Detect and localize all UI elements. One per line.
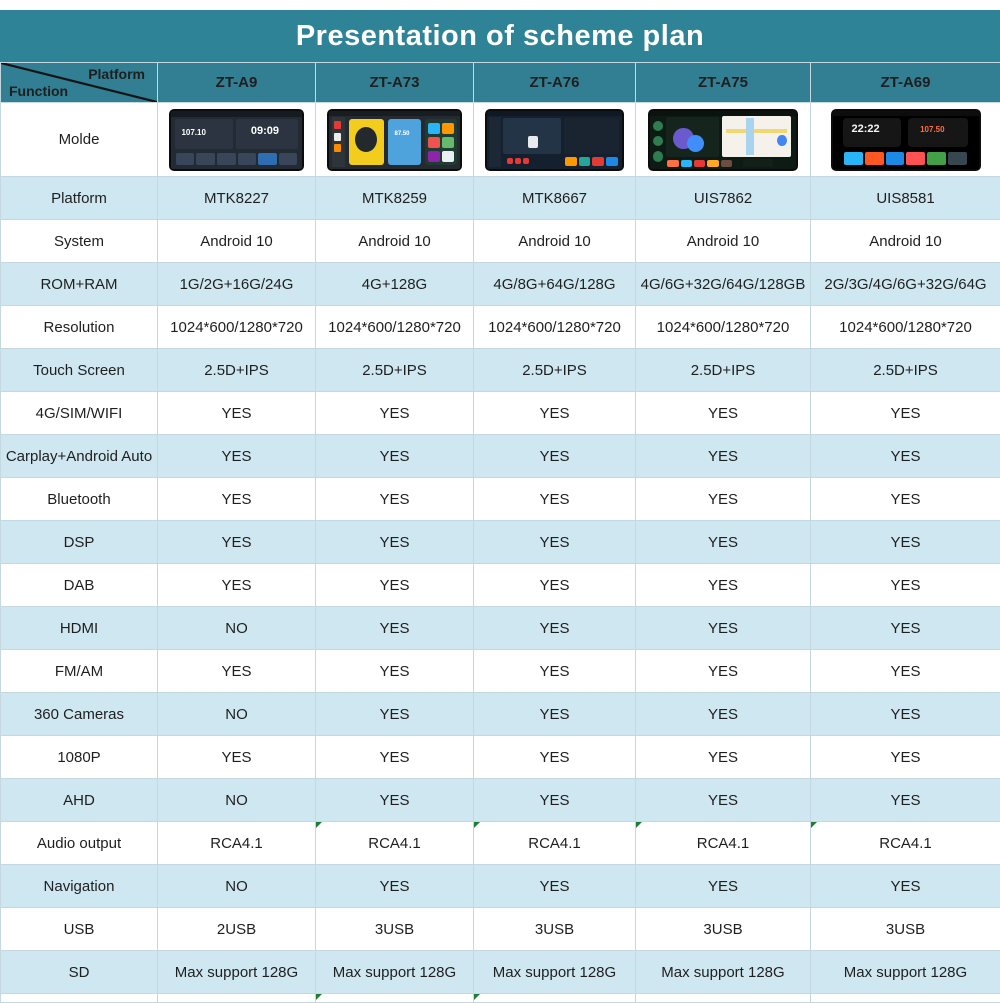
partial-row <box>1 994 1000 1003</box>
molde-cell-zt-a76 <box>474 103 636 177</box>
app-icon <box>515 158 521 164</box>
row-label-ahd: AHD <box>1 779 158 822</box>
spec-cell-fm-am-zt-a75: YES <box>636 650 811 693</box>
spec-cell-dab-zt-a76: YES <box>474 564 636 607</box>
partial-cell-zt-a76 <box>474 994 636 1003</box>
app-icon <box>279 153 298 165</box>
spec-cell-carplay-android-auto-zt-a73: YES <box>316 435 474 478</box>
spec-row-touch-screen <box>1 349 1000 392</box>
spec-cell-audio-output-zt-a75: RCA4.1 <box>636 822 811 865</box>
app-icon <box>707 160 718 167</box>
spec-cell-carplay-android-auto-zt-a69: YES <box>811 435 1000 478</box>
spec-cell-fm-am-zt-a73: YES <box>316 650 474 693</box>
spec-cell-usb-zt-a73: 3USB <box>316 908 474 951</box>
screen-panel <box>650 111 796 116</box>
spec-cell-rom-ram-zt-a73: 4G+128G <box>316 263 474 306</box>
app-icon <box>906 152 925 165</box>
spec-row-audio-output <box>1 822 1000 865</box>
row-label-rom-ram: ROM+RAM <box>1 263 158 306</box>
spec-cell-dsp-zt-a76: YES <box>474 521 636 564</box>
spec-row-usb <box>1 908 1000 951</box>
product-header-zt-a69: ZT-A69 <box>811 63 1000 103</box>
spec-cell-sd-zt-a75: Max support 128G <box>636 951 811 994</box>
app-icon <box>238 153 257 165</box>
app-icon <box>442 137 454 147</box>
spec-cell-hdmi-zt-a69: YES <box>811 607 1000 650</box>
spec-cell-dab-zt-a69: YES <box>811 564 1000 607</box>
product-header-zt-a75: ZT-A75 <box>636 63 811 103</box>
device-screen <box>650 111 796 169</box>
molde-cell-zt-a9 <box>158 103 316 177</box>
spec-cell-360-cameras-zt-a76: YES <box>474 693 636 736</box>
spec-cell-dsp-zt-a9: YES <box>158 521 316 564</box>
corner-label-platform: Platform <box>88 66 145 82</box>
corner-header-cell <box>1 63 158 103</box>
product-screenshot-zt-a69 <box>831 109 981 171</box>
spec-cell-usb-zt-a76: 3USB <box>474 908 636 951</box>
screen-panel <box>334 133 342 141</box>
spec-cell-touch-screen-zt-a75: 2.5D+IPS <box>636 349 811 392</box>
screen-text: 107.50 <box>920 126 944 134</box>
spec-cell-bluetooth-zt-a9: YES <box>158 478 316 521</box>
app-icon <box>606 157 618 166</box>
comment-marker-icon <box>316 822 322 828</box>
comparison-table <box>0 62 1000 1003</box>
title-banner <box>0 10 1000 62</box>
table-header-row <box>1 63 1000 103</box>
top-margin-strip <box>0 0 1000 10</box>
spec-cell-system-zt-a75: Android 10 <box>636 220 811 263</box>
spec-cell-ahd-zt-a75: YES <box>636 779 811 822</box>
spec-cell-resolution-zt-a73: 1024*600/1280*720 <box>316 306 474 349</box>
spec-cell-hdmi-zt-a73: YES <box>316 607 474 650</box>
spec-row-ahd <box>1 779 1000 822</box>
screen-icon-row <box>506 158 530 164</box>
product-screenshot-zt-a73 <box>327 109 462 171</box>
screen-icon-row <box>175 153 298 165</box>
screen-panel <box>489 117 501 167</box>
spec-cell-touch-screen-zt-a69: 2.5D+IPS <box>811 349 1000 392</box>
partial-cell-label <box>1 994 158 1003</box>
spec-cell-sd-zt-a69: Max support 128G <box>811 951 1000 994</box>
app-icon <box>592 157 604 166</box>
spec-cell-touch-screen-zt-a73: 2.5D+IPS <box>316 349 474 392</box>
comment-marker-icon <box>474 994 480 1000</box>
row-label-360-cameras: 360 Cameras <box>1 693 158 736</box>
spec-cell-usb-zt-a75: 3USB <box>636 908 811 951</box>
spec-row-fm-am <box>1 650 1000 693</box>
app-icon <box>886 152 905 165</box>
spec-cell-audio-output-zt-a9: RCA4.1 <box>158 822 316 865</box>
product-header-zt-a76: ZT-A76 <box>474 63 636 103</box>
spec-row-4g-sim-wifi <box>1 392 1000 435</box>
spec-cell-rom-ram-zt-a9: 1G/2G+16G/24G <box>158 263 316 306</box>
row-label-bluetooth: Bluetooth <box>1 478 158 521</box>
row-label-1080p: 1080P <box>1 736 158 779</box>
spec-row-1080p <box>1 736 1000 779</box>
screen-panel <box>334 121 342 129</box>
app-icon <box>667 160 678 167</box>
spec-cell-bluetooth-zt-a69: YES <box>811 478 1000 521</box>
app-icon <box>721 160 732 167</box>
spec-cell-1080p-zt-a9: YES <box>158 736 316 779</box>
spec-row-resolution <box>1 306 1000 349</box>
spec-cell-carplay-android-auto-zt-a76: YES <box>474 435 636 478</box>
screen-panel <box>171 111 302 117</box>
spec-cell-fm-am-zt-a76: YES <box>474 650 636 693</box>
corner-wrap <box>1 63 157 102</box>
product-header-zt-a9: ZT-A9 <box>158 63 316 103</box>
app-icon <box>176 153 195 165</box>
spec-cell-system-zt-a69: Android 10 <box>811 220 1000 263</box>
spec-cell-platform-zt-a69: UIS8581 <box>811 177 1000 220</box>
app-icon <box>442 123 454 133</box>
device-screen <box>487 111 621 169</box>
spec-cell-ahd-zt-a76: YES <box>474 779 636 822</box>
spec-cell-system-zt-a73: Android 10 <box>316 220 474 263</box>
spec-cell-usb-zt-a69: 3USB <box>811 908 1000 951</box>
page-title: Presentation of scheme plan <box>296 20 704 53</box>
screen-icon-row <box>843 152 969 165</box>
spec-cell-ahd-zt-a69: YES <box>811 779 1000 822</box>
row-label-dsp: DSP <box>1 521 158 564</box>
spec-cell-platform-zt-a75: UIS7862 <box>636 177 811 220</box>
app-icon <box>428 151 440 161</box>
spec-cell-4g-sim-wifi-zt-a76: YES <box>474 392 636 435</box>
spec-cell-dsp-zt-a73: YES <box>316 521 474 564</box>
molde-row <box>1 103 1000 177</box>
spec-cell-ahd-zt-a73: YES <box>316 779 474 822</box>
spec-cell-dab-zt-a75: YES <box>636 564 811 607</box>
spec-cell-360-cameras-zt-a73: YES <box>316 693 474 736</box>
app-icon <box>694 160 705 167</box>
spec-cell-hdmi-zt-a9: NO <box>158 607 316 650</box>
spec-cell-platform-zt-a76: MTK8667 <box>474 177 636 220</box>
screen-icon-row <box>666 160 733 167</box>
spec-cell-dsp-zt-a75: YES <box>636 521 811 564</box>
spec-cell-rom-ram-zt-a75: 4G/6G+32G/64G/128GB <box>636 263 811 306</box>
molde-cell-zt-a75 <box>636 103 811 177</box>
spec-cell-4g-sim-wifi-zt-a73: YES <box>316 392 474 435</box>
spec-cell-ahd-zt-a9: NO <box>158 779 316 822</box>
screen-circle <box>653 121 663 131</box>
spec-cell-navigation-zt-a73: YES <box>316 865 474 908</box>
screen-panel <box>487 111 621 117</box>
row-label-system: System <box>1 220 158 263</box>
app-icon <box>428 137 440 147</box>
app-icon <box>844 152 863 165</box>
spec-cell-dab-zt-a9: YES <box>158 564 316 607</box>
screen-icon-row <box>427 123 455 133</box>
row-label-hdmi: HDMI <box>1 607 158 650</box>
product-screenshot-zt-a76 <box>485 109 623 171</box>
app-icon <box>927 152 946 165</box>
spec-cell-1080p-zt-a75: YES <box>636 736 811 779</box>
screen-panel <box>329 111 460 117</box>
spec-cell-dsp-zt-a69: YES <box>811 521 1000 564</box>
screen-icon-row <box>427 137 455 147</box>
spec-row-system <box>1 220 1000 263</box>
row-label-touch-screen: Touch Screen <box>1 349 158 392</box>
partial-cell-zt-a9 <box>158 994 316 1003</box>
app-icon <box>258 153 277 165</box>
spec-cell-4g-sim-wifi-zt-a9: YES <box>158 392 316 435</box>
device-screen <box>833 111 979 169</box>
device-screen <box>171 111 302 169</box>
spec-row-platform <box>1 177 1000 220</box>
app-icon <box>579 157 591 166</box>
screen-panel <box>743 159 772 168</box>
screen-panel <box>726 129 787 133</box>
spec-cell-navigation-zt-a75: YES <box>636 865 811 908</box>
spec-cell-1080p-zt-a73: YES <box>316 736 474 779</box>
spec-cell-system-zt-a9: Android 10 <box>158 220 316 263</box>
spec-row-rom-ram <box>1 263 1000 306</box>
row-label-4g-sim-wifi: 4G/SIM/WIFI <box>1 392 158 435</box>
spec-cell-hdmi-zt-a75: YES <box>636 607 811 650</box>
spec-cell-dab-zt-a73: YES <box>316 564 474 607</box>
spec-cell-audio-output-zt-a73: RCA4.1 <box>316 822 474 865</box>
app-icon <box>681 160 692 167</box>
spec-cell-360-cameras-zt-a75: YES <box>636 693 811 736</box>
spec-cell-rom-ram-zt-a76: 4G/8G+64G/128G <box>474 263 636 306</box>
row-label-molde: Molde <box>1 103 158 177</box>
spec-cell-touch-screen-zt-a9: 2.5D+IPS <box>158 349 316 392</box>
spec-cell-bluetooth-zt-a73: YES <box>316 478 474 521</box>
spec-cell-system-zt-a76: Android 10 <box>474 220 636 263</box>
corner-label-function: Function <box>9 83 68 99</box>
spec-cell-sd-zt-a9: Max support 128G <box>158 951 316 994</box>
spec-cell-360-cameras-zt-a9: NO <box>158 693 316 736</box>
spec-cell-360-cameras-zt-a69: YES <box>811 693 1000 736</box>
screen-panel <box>833 111 979 116</box>
spec-row-dsp <box>1 521 1000 564</box>
molde-cell-zt-a69 <box>811 103 1000 177</box>
spec-cell-usb-zt-a9: 2USB <box>158 908 316 951</box>
app-icon <box>196 153 215 165</box>
spec-cell-bluetooth-zt-a76: YES <box>474 478 636 521</box>
app-icon <box>217 153 236 165</box>
row-label-audio-output: Audio output <box>1 822 158 865</box>
comment-marker-icon <box>474 822 480 828</box>
spec-row-navigation <box>1 865 1000 908</box>
row-label-fm-am: FM/AM <box>1 650 158 693</box>
spec-cell-carplay-android-auto-zt-a75: YES <box>636 435 811 478</box>
screen-text: 09:09 <box>251 126 279 137</box>
screen-icon-row <box>564 157 619 166</box>
row-label-resolution: Resolution <box>1 306 158 349</box>
screen-circle <box>653 136 663 146</box>
screen-text: 22:22 <box>851 124 879 135</box>
row-label-sd: SD <box>1 951 158 994</box>
spec-cell-sd-zt-a76: Max support 128G <box>474 951 636 994</box>
spec-row-bluetooth <box>1 478 1000 521</box>
comment-marker-icon <box>811 822 817 828</box>
spec-cell-resolution-zt-a69: 1024*600/1280*720 <box>811 306 1000 349</box>
row-label-platform: Platform <box>1 177 158 220</box>
spec-cell-1080p-zt-a69: YES <box>811 736 1000 779</box>
partial-cell-zt-a69 <box>811 994 1000 1003</box>
spec-cell-audio-output-zt-a76: RCA4.1 <box>474 822 636 865</box>
spec-cell-bluetooth-zt-a75: YES <box>636 478 811 521</box>
app-icon <box>948 152 967 165</box>
spec-row-360-cameras <box>1 693 1000 736</box>
spec-cell-carplay-android-auto-zt-a9: YES <box>158 435 316 478</box>
spec-row-dab <box>1 564 1000 607</box>
comment-marker-icon <box>316 994 322 1000</box>
screen-panel <box>388 119 421 165</box>
partial-cell-zt-a73 <box>316 994 474 1003</box>
screen-text: 107.10 <box>181 129 205 137</box>
spec-cell-touch-screen-zt-a76: 2.5D+IPS <box>474 349 636 392</box>
spec-cell-navigation-zt-a69: YES <box>811 865 1000 908</box>
spec-row-carplay-android-auto <box>1 435 1000 478</box>
spec-cell-rom-ram-zt-a69: 2G/3G/4G/6G+32G/64G <box>811 263 1000 306</box>
row-label-dab: DAB <box>1 564 158 607</box>
spec-cell-fm-am-zt-a69: YES <box>811 650 1000 693</box>
spec-cell-hdmi-zt-a76: YES <box>474 607 636 650</box>
spec-cell-navigation-zt-a9: NO <box>158 865 316 908</box>
screen-icon-row <box>427 151 455 161</box>
app-icon <box>523 158 529 164</box>
device-screen <box>329 111 460 169</box>
spec-cell-platform-zt-a9: MTK8227 <box>158 177 316 220</box>
spec-cell-navigation-zt-a76: YES <box>474 865 636 908</box>
app-icon <box>565 157 577 166</box>
product-screenshot-zt-a75 <box>648 109 798 171</box>
screen-panel <box>564 118 619 154</box>
screen-panel <box>746 118 753 155</box>
spec-cell-sd-zt-a73: Max support 128G <box>316 951 474 994</box>
spec-row-sd <box>1 951 1000 994</box>
product-screenshot-zt-a9 <box>169 109 304 171</box>
product-header-zt-a73: ZT-A73 <box>316 63 474 103</box>
row-label-navigation: Navigation <box>1 865 158 908</box>
screen-circle <box>653 151 663 161</box>
screen-panel <box>528 136 539 148</box>
app-icon <box>865 152 884 165</box>
spec-row-hdmi <box>1 607 1000 650</box>
screen-panel <box>334 144 342 152</box>
screen-text: 87.50 <box>394 131 409 137</box>
spec-cell-1080p-zt-a76: YES <box>474 736 636 779</box>
spec-cell-resolution-zt-a75: 1024*600/1280*720 <box>636 306 811 349</box>
spec-cell-fm-am-zt-a9: YES <box>158 650 316 693</box>
spec-cell-platform-zt-a73: MTK8259 <box>316 177 474 220</box>
spec-cell-resolution-zt-a9: 1024*600/1280*720 <box>158 306 316 349</box>
app-icon <box>507 158 513 164</box>
spec-cell-resolution-zt-a76: 1024*600/1280*720 <box>474 306 636 349</box>
molde-cell-zt-a73 <box>316 103 474 177</box>
spec-cell-4g-sim-wifi-zt-a75: YES <box>636 392 811 435</box>
spec-cell-audio-output-zt-a69: RCA4.1 <box>811 822 1000 865</box>
app-icon <box>428 123 440 133</box>
comment-marker-icon <box>636 822 642 828</box>
partial-cell-zt-a75 <box>636 994 811 1003</box>
app-icon <box>442 151 454 161</box>
row-label-usb: USB <box>1 908 158 951</box>
spec-cell-4g-sim-wifi-zt-a69: YES <box>811 392 1000 435</box>
row-label-carplay-android-auto: Carplay+Android Auto <box>1 435 158 478</box>
